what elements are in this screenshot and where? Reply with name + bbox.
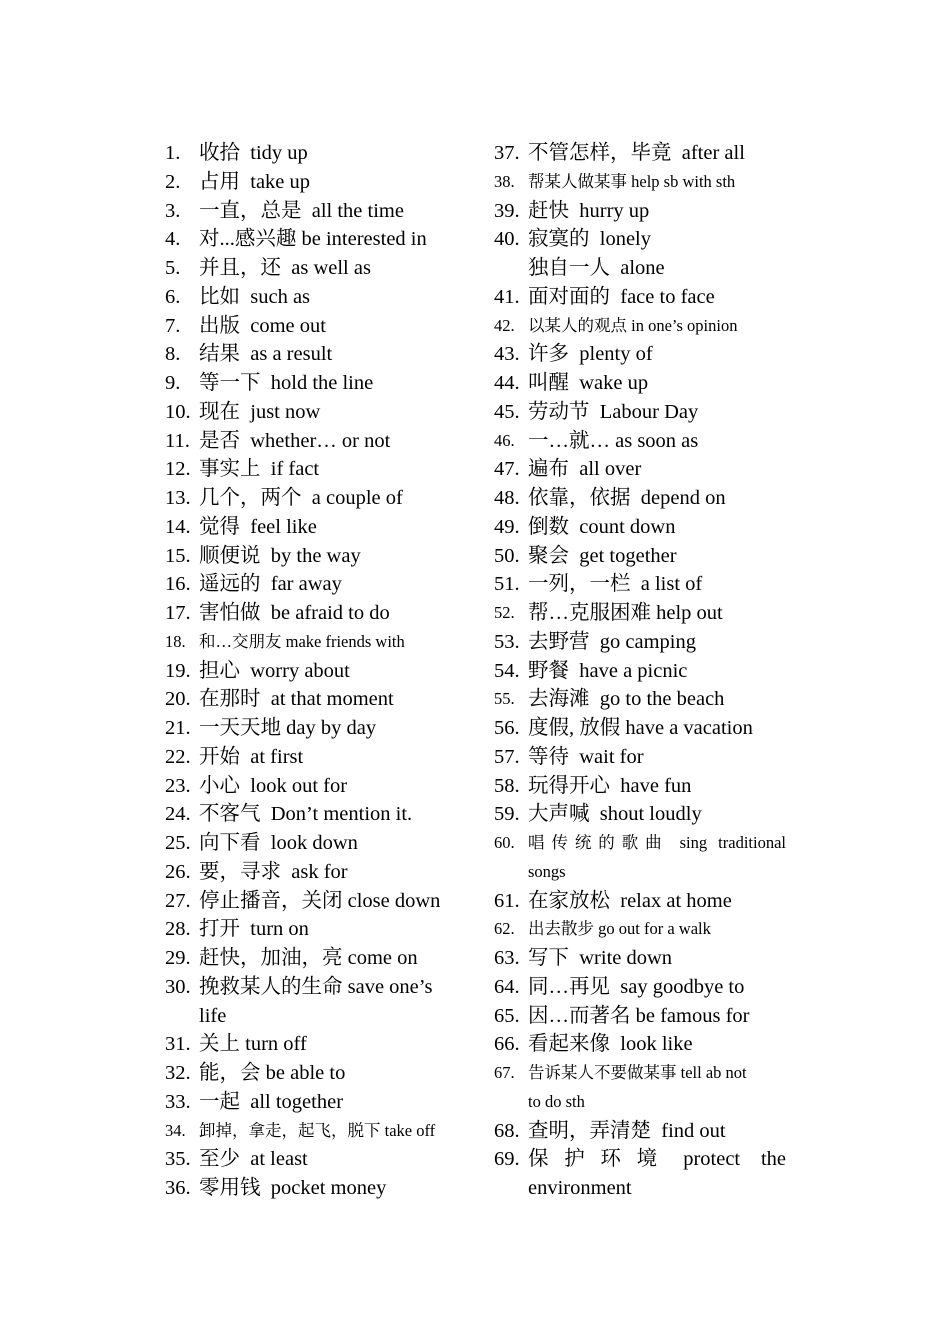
phrase-item	[494, 484, 786, 513]
item-number: 62.	[494, 919, 515, 939]
phrase-text-continued: life	[199, 1004, 227, 1027]
phrase-text: 玩得开心 have fun	[528, 774, 692, 797]
item-number: 36.	[165, 1177, 191, 1199]
phrase-item	[494, 887, 786, 916]
item-number: 47.	[494, 458, 520, 481]
item-number: 26.	[165, 860, 191, 883]
item-number: 65.	[494, 1004, 520, 1027]
phrase-continuation	[494, 1174, 786, 1203]
phrase-text: 赶快 hurry up	[528, 199, 650, 222]
item-number: 39.	[494, 199, 520, 222]
right-column	[494, 139, 786, 1203]
item-number: 48.	[494, 487, 520, 509]
item-number: 53.	[494, 630, 520, 653]
phrase-text: 一天天地 day by day	[199, 717, 377, 739]
phrase-item	[165, 1030, 465, 1059]
phrase-item	[165, 800, 465, 829]
phrase-item	[165, 714, 465, 743]
phrase-item	[494, 542, 786, 571]
item-number: 11.	[165, 429, 190, 452]
phrase-text: 一…就… as soon as	[528, 429, 699, 452]
phrase-text: 看起来像 look like	[528, 1033, 693, 1056]
item-number: 64.	[494, 975, 520, 998]
phrase-item	[494, 369, 786, 398]
item-number: 15.	[165, 544, 191, 567]
phrase-text: 写下 write down	[528, 947, 673, 969]
phrase-text: 叫醒 wake up	[528, 372, 649, 394]
phrase-item	[165, 1174, 465, 1203]
phrase-text: 面对面的 face to face	[528, 285, 715, 308]
phrase-item	[494, 657, 786, 686]
item-number: 46.	[494, 430, 515, 450]
phrase-text: 聚会 get together	[528, 544, 677, 567]
phrase-text: 对...感兴趣 be interested in	[199, 228, 427, 251]
item-number: 55.	[494, 689, 515, 709]
item-number	[494, 254, 528, 283]
phrase-item	[494, 225, 786, 254]
item-number: 60.	[494, 833, 515, 852]
indent-spacer	[494, 858, 528, 887]
phrase-item	[494, 1059, 786, 1088]
phrase-text: 开始 at first	[199, 745, 304, 768]
phrase-item	[494, 829, 786, 858]
phrase-item	[494, 398, 786, 427]
phrase-item	[494, 340, 786, 369]
phrase-item	[494, 628, 786, 657]
phrase-item	[494, 915, 786, 944]
phrase-text: 占用 take up	[199, 170, 311, 193]
item-number: 12.	[165, 458, 191, 481]
phrase-item	[165, 1059, 465, 1088]
item-number: 9.	[165, 372, 181, 394]
phrase-item	[494, 800, 786, 829]
item-number: 41.	[494, 285, 520, 308]
phrase-item	[165, 570, 465, 599]
phrase-item	[494, 455, 786, 484]
item-number: 54.	[494, 659, 520, 682]
item-number: 31.	[165, 1033, 191, 1056]
item-number: 24.	[165, 803, 191, 826]
left-column	[165, 139, 465, 1203]
phrase-text: 和…交朋友 make friends with	[199, 631, 405, 651]
phrase-item	[494, 973, 786, 1002]
phrase-continuation	[494, 1088, 786, 1117]
item-number: 14.	[165, 515, 191, 538]
phrase-text: 独自一人 alone	[528, 257, 665, 279]
phrase-item	[165, 858, 465, 887]
item-number: 51.	[494, 573, 520, 596]
phrase-text: 大声喊 shout loudly	[528, 803, 702, 826]
phrase-item	[165, 254, 465, 283]
phrase-text: 等待 wait for	[528, 745, 644, 768]
phrase-text: 停止播音，关闭 close down	[199, 889, 441, 912]
phrase-item	[165, 915, 465, 944]
phrase-text: 害怕做 be afraid to do	[199, 602, 390, 624]
phrase-item	[165, 513, 465, 542]
phrase-item	[165, 657, 465, 686]
phrase-item	[494, 168, 786, 197]
phrase-text: 收拾 tidy up	[199, 142, 308, 164]
item-number: 23.	[165, 774, 191, 797]
phrase-text: 觉得 feel like	[199, 515, 317, 538]
phrase-item	[494, 1002, 786, 1031]
item-number: 38.	[494, 171, 515, 191]
item-number: 30.	[165, 975, 191, 998]
phrase-text: 不客气 Don’t mention it.	[199, 803, 413, 826]
phrase-item	[494, 772, 786, 801]
phrase-item	[494, 513, 786, 542]
phrase-item	[165, 197, 465, 226]
item-number: 4.	[165, 228, 181, 251]
item-number: 35.	[165, 1148, 191, 1171]
phrase-text-continued: environment	[528, 1177, 632, 1199]
item-number: 17.	[165, 602, 191, 624]
phrase-text: 零用钱 pocket money	[199, 1177, 387, 1199]
phrase-item	[494, 743, 786, 772]
phrase-item	[165, 887, 465, 916]
phrase-text: 倒数 count down	[528, 515, 676, 538]
phrase-item	[165, 225, 465, 254]
phrase-item	[494, 283, 786, 312]
phrase-item	[494, 599, 786, 628]
phrase-item	[165, 973, 465, 1002]
phrase-item	[165, 427, 465, 456]
phrase-text: 等一下 hold the line	[199, 372, 374, 394]
phrase-text: 一起 all together	[199, 1090, 344, 1113]
phrase-text: 帮…克服困难 help out	[528, 602, 723, 624]
phrase-text: 依靠，依据 depend on	[528, 487, 726, 509]
phrase-text: 同…再见 say goodbye to	[528, 975, 745, 998]
phrase-item	[165, 369, 465, 398]
phrase-item	[165, 283, 465, 312]
phrase-text: 在家放松 relax at home	[528, 889, 732, 912]
phrase-item	[165, 944, 465, 973]
phrase-text: 度假, 放假 have a vacation	[528, 717, 753, 739]
item-number: 7.	[165, 314, 181, 337]
phrase-text: 在那时 at that moment	[199, 688, 394, 711]
phrase-text: 赶快，加油，亮 come on	[199, 947, 418, 969]
phrase-text: 是否 whether… or not	[199, 429, 391, 452]
item-number: 67.	[494, 1063, 515, 1082]
item-number: 29.	[165, 947, 191, 969]
phrase-item	[165, 312, 465, 341]
item-number: 28.	[165, 918, 191, 941]
item-number: 49.	[494, 515, 520, 538]
phrase-text: 出版 come out	[199, 314, 326, 337]
phrase-item	[165, 455, 465, 484]
item-number: 27.	[165, 889, 191, 912]
phrase-item	[165, 168, 465, 197]
phrase-text: 以某人的观点 in one’s opinion	[528, 315, 738, 335]
phrase-text: 唱传统的歌曲 sing traditional	[528, 833, 786, 852]
phrase-item	[494, 685, 786, 714]
phrase-text: 担心 worry about	[199, 659, 350, 682]
phrase-text: 保 护 环 境 protect the	[528, 1148, 786, 1171]
phrase-text: 结果 as a result	[199, 343, 333, 366]
phrase-item	[494, 139, 786, 168]
phrase-text: 小心 look out for	[199, 774, 348, 797]
phrase-item	[494, 254, 786, 283]
phrase-text: 告诉某人不要做某事 tell ab not	[528, 1063, 747, 1082]
item-number: 69.	[494, 1148, 520, 1171]
phrase-item	[165, 685, 465, 714]
phrase-item	[494, 714, 786, 743]
item-number: 44.	[494, 372, 520, 394]
item-number: 25.	[165, 832, 191, 854]
item-number: 21.	[165, 717, 191, 739]
phrase-text: 向下看 look down	[199, 832, 358, 854]
phrase-item	[165, 484, 465, 513]
phrase-text: 遍布 all over	[528, 458, 642, 481]
indent-spacer	[494, 1174, 528, 1203]
item-number: 58.	[494, 774, 520, 797]
phrase-text: 卸掉，拿走，起飞，脱下 take off	[199, 1120, 436, 1140]
item-number: 66.	[494, 1033, 520, 1056]
phrase-item	[165, 139, 465, 168]
item-number: 50.	[494, 544, 520, 567]
phrase-text: 遥远的 far away	[199, 573, 342, 596]
phrase-text: 一直，总是 all the time	[199, 199, 404, 222]
phrase-text: 一列，一栏 a list of	[528, 573, 703, 596]
phrase-text: 能，会 be able to	[199, 1062, 346, 1084]
phrase-item	[165, 542, 465, 571]
phrase-item	[165, 398, 465, 427]
phrase-text: 去海滩 go to the beach	[528, 688, 725, 711]
phrase-item	[494, 197, 786, 226]
phrase-item	[494, 570, 786, 599]
item-number: 18.	[165, 631, 186, 651]
item-number: 63.	[494, 947, 520, 969]
phrase-text: 不管怎样，毕竟 after all	[528, 142, 745, 164]
phrase-item	[165, 829, 465, 858]
item-number: 45.	[494, 400, 520, 423]
phrase-text-continued: songs	[528, 861, 566, 881]
item-number: 1.	[165, 142, 181, 164]
item-number: 8.	[165, 343, 181, 366]
phrase-text: 挽救某人的生命 save one’s	[199, 975, 433, 998]
phrase-item	[165, 1088, 465, 1117]
phrase-item	[165, 743, 465, 772]
item-number: 52.	[494, 603, 515, 622]
item-number: 2.	[165, 170, 181, 193]
item-number: 42.	[494, 315, 515, 335]
indent-spacer	[494, 1088, 528, 1117]
item-number: 34.	[165, 1120, 186, 1140]
phrase-text: 劳动节 Labour Day	[528, 400, 699, 423]
phrase-text: 打开 turn on	[199, 918, 309, 941]
item-number: 57.	[494, 745, 520, 768]
item-number: 33.	[165, 1090, 191, 1113]
phrase-text: 几个，两个 a couple of	[199, 487, 403, 509]
phrase-text-continued: to do sth	[528, 1091, 585, 1111]
item-number: 13.	[165, 487, 191, 509]
phrase-text: 出去散步 go out for a walk	[528, 919, 711, 939]
item-number: 61.	[494, 889, 520, 912]
phrase-text: 去野营 go camping	[528, 630, 696, 653]
item-number: 59.	[494, 803, 520, 826]
phrase-text: 野餐 have a picnic	[528, 659, 688, 682]
phrase-item	[494, 427, 786, 456]
phrase-item	[165, 772, 465, 801]
item-number: 37.	[494, 142, 520, 164]
item-number: 43.	[494, 343, 520, 366]
phrase-text: 并且，还 as well as	[199, 257, 371, 279]
item-number: 6.	[165, 285, 181, 308]
item-number: 10.	[165, 400, 191, 423]
phrase-text: 比如 such as	[199, 285, 311, 308]
item-number: 19.	[165, 659, 191, 682]
phrase-text: 至少 at least	[199, 1148, 308, 1171]
phrase-text: 顺便说 by the way	[199, 544, 361, 567]
item-number: 56.	[494, 717, 520, 739]
phrase-item	[494, 1145, 786, 1174]
phrase-text: 要，寻求 ask for	[199, 860, 348, 883]
phrase-item	[165, 628, 465, 657]
phrase-text: 现在 just now	[199, 400, 321, 423]
item-number: 5.	[165, 257, 181, 279]
phrase-text: 许多 plenty of	[528, 343, 653, 366]
phrase-continuation	[165, 1002, 465, 1031]
item-number: 68.	[494, 1119, 520, 1142]
phrase-item	[494, 312, 786, 341]
item-number: 32.	[165, 1062, 191, 1084]
phrase-item	[165, 340, 465, 369]
phrase-text: 因…而著名 be famous for	[528, 1004, 750, 1027]
item-number: 22.	[165, 745, 191, 768]
item-number: 20.	[165, 688, 191, 711]
item-number: 40.	[494, 228, 520, 251]
phrase-text: 查明，弄清楚 find out	[528, 1119, 726, 1142]
phrase-item	[165, 1117, 465, 1146]
phrase-text: 事实上 if fact	[199, 458, 320, 481]
phrase-text: 关上 turn off	[199, 1033, 307, 1056]
item-number: 3.	[165, 199, 181, 222]
phrase-item	[165, 1145, 465, 1174]
indent-spacer	[165, 1002, 199, 1031]
phrase-item	[494, 944, 786, 973]
phrase-item	[165, 599, 465, 628]
phrase-item	[494, 1117, 786, 1146]
phrase-text: 寂寞的 lonely	[528, 228, 651, 251]
phrase-text: 帮某人做某事 help sb with sth	[528, 171, 736, 191]
phrase-continuation	[494, 858, 786, 887]
phrase-item	[494, 1030, 786, 1059]
item-number: 16.	[165, 573, 191, 596]
